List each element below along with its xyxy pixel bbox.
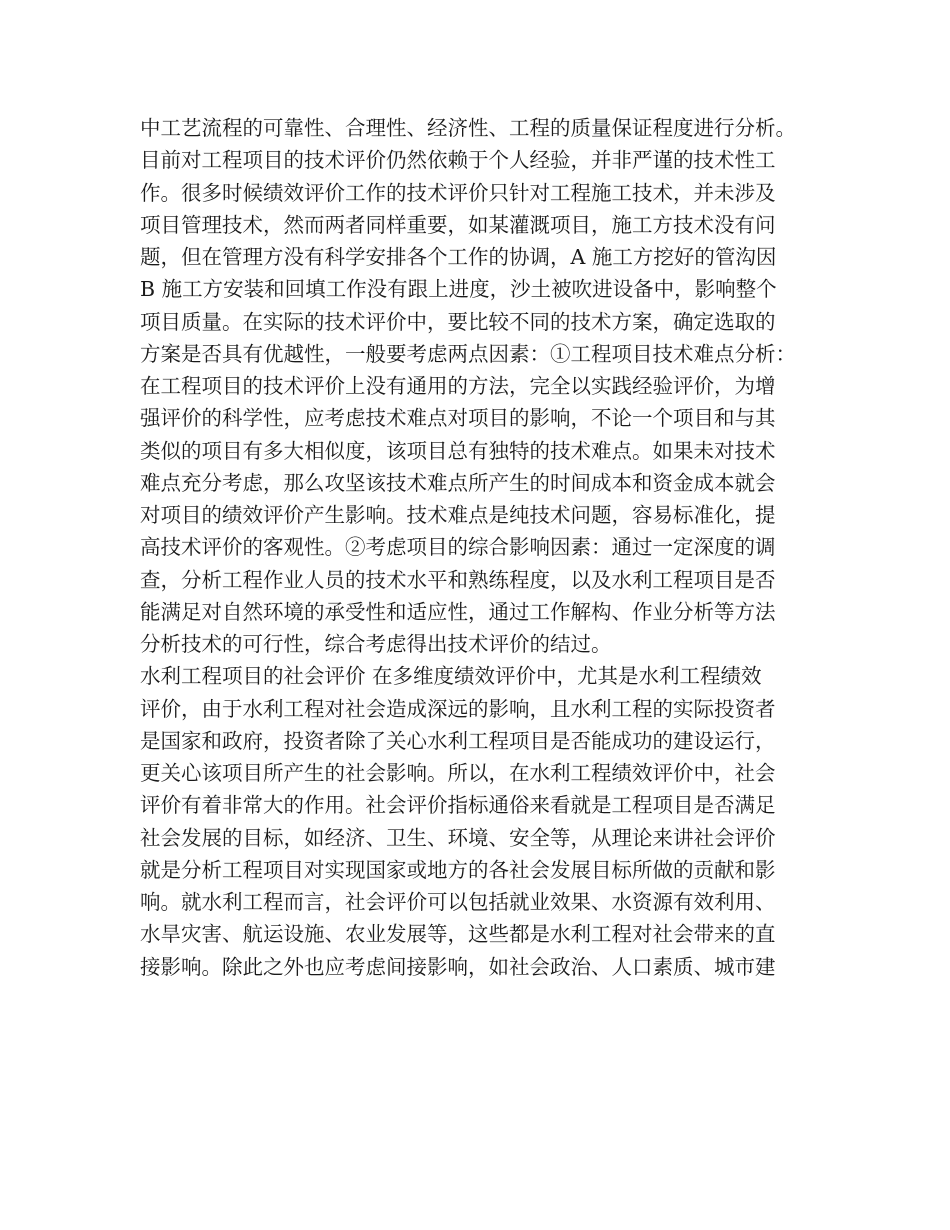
text-line-11: 类似的项目有多大相似度，该项目总有独特的技术难点。如果未对技术 [140,438,776,463]
text-line-27: 接影响。除此之外也应考虑间接影响，如社会政治、人口素质、城市建 [140,954,776,979]
text-line-4: 项目管理技术，然而两者同样重要，如某灌溉项目，施工方技术没有问 [140,212,776,237]
text-line-10: 强评价的科学性，应考虑技术难点对项目的影响，不论一个项目和与其 [140,406,776,431]
text-line-6: B 施工方安装和回填工作没有跟上进度，沙土被吹进设备中，影响整个 [140,277,777,302]
text-line-20: 是国家和政府，投资者除了关心水利工程项目是否能成功的建设运行， [140,728,776,753]
body-text [140,112,830,983]
text-line-13: 对项目的绩效评价产生影响。技术难点是纯技术问题，容易标准化，提 [140,503,776,527]
text-line-8: 方案是否具有优越性，一般要考虑两点因素：①工程项目技术难点分析： [140,341,796,366]
text-line-24: 就是分析工程项目对实现国家或地方的各社会发展目标所做的贡献和影 [140,857,776,882]
text-line-17: 分析技术的可行性，综合考虑得出技术评价的结过。 [140,632,612,656]
text-line-15: 查，分析工程作业人员的技术水平和熟练程度，以及水利工程项目是否 [140,567,776,592]
text-line-16: 能满足对自然环境的承受性和适应性，通过工作解构、作业分析等方法 [140,599,776,624]
text-line-25: 响。就水利工程而言，社会评价可以包括就业效果、水资源有效利用、 [140,890,776,914]
text-line-7: 项目质量。在实际的技术评价中，要比较不同的技术方案，确定选取的 [140,309,776,334]
text-line-23: 社会发展的目标，如经济、卫生、环境、安全等，从理论来讲社会评价 [140,825,776,850]
text-line-1: 中工艺流程的可靠性、合理性、经济性、工程的质量保证程度进行分析。 [140,116,796,140]
text-line-5: 题，但在管理方没有科学安排各个工作的协调，A 施工方挖好的管沟因 [140,245,777,269]
text-line-14: 高技术评价的客观性。②考虑项目的综合影响因素：通过一定深度的调 [140,535,776,560]
text-line-2: 目前对工程项目的技术评价仍然依赖于个人经验，并非严谨的技术性工 [140,148,776,173]
text-line-9: 在工程项目的技术评价上没有通用的方法，完全以实践经验评价，为增 [140,374,776,398]
text-line-21: 更关心该项目所产生的社会影响。所以，在水利工程绩效评价中，社会 [140,761,776,785]
text-line-12: 难点充分考虑，那么攻坚该技术难点所产生的时间成本和资金成本就会 [140,470,776,495]
text-line-22: 评价有着非常大的作用。社会评价指标通俗来看就是工程项目是否满足 [140,793,776,818]
section-heading-line: 水利工程项目的社会评价 在多维度绩效评价中，尤其是水利工程绩效 [140,664,762,689]
text-line-19: 评价，由于水利工程对社会造成深远的影响，且水利工程的实际投资者 [140,696,776,721]
text-line-3: 作。很多时候绩效评价工作的技术评价只针对工程施工技术，并未涉及 [140,180,776,205]
text-line-26: 水旱灾害、航运设施、农业发展等，这些都是水利工程对社会带来的直 [140,922,776,947]
